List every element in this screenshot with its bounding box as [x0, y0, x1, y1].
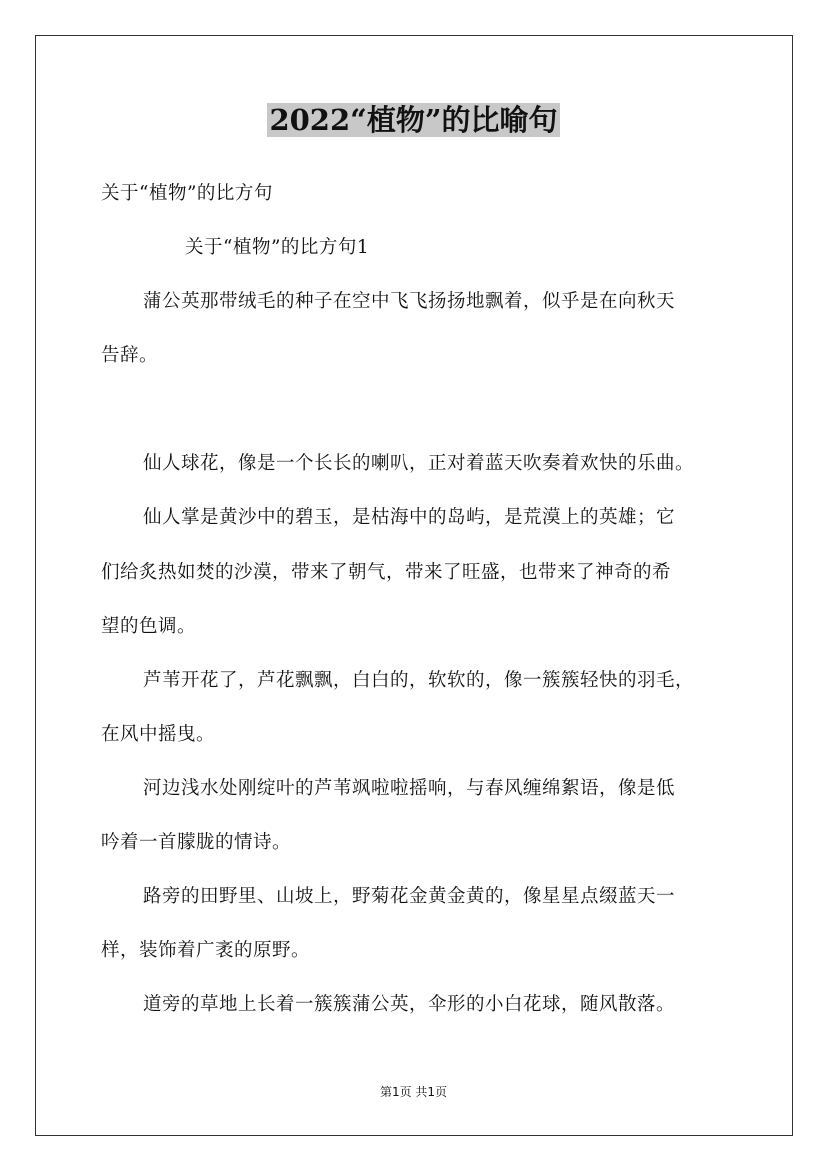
document-title	[0, 98, 827, 142]
paragraph-line: 蒲公英那带绒毛的种子在空中飞飞扬扬地飘着，似乎是在向秋天	[143, 291, 676, 312]
paragraph-line: 河边浅水处刚绽叶的芦苇飒啦啦摇响，与春风缠绵絮语，像是低	[143, 778, 676, 799]
paragraph-line: 仙人球花，像是一个长长的喇叭，正对着蓝天吹奏着欢快的乐曲。	[143, 453, 695, 474]
page-footer: 第1页 共1页	[379, 1085, 448, 1099]
paragraph-line: 告辞。	[101, 345, 159, 366]
paragraph-line: 们给炙热如焚的沙漠，带来了朝气，带来了旺盛，也带来了神奇的希	[101, 562, 672, 583]
paragraph-line: 吟着一首朦胧的情诗。	[101, 832, 292, 853]
document-title-text: 2022“植物”的比喻句	[269, 103, 558, 137]
document-subtitle: 关于“植物”的比方句	[101, 183, 273, 204]
paragraph-line: 样，装饰着广袤的原野。	[101, 940, 311, 961]
section-heading: 关于“植物”的比方句1	[185, 237, 370, 258]
paragraph-line: 仙人掌是黄沙中的碧玉，是枯海中的岛屿，是荒漠上的英雄；它	[143, 507, 676, 528]
paragraph-line: 望的色调。	[101, 616, 197, 637]
paragraph-line: 道旁的草地上长着一簇簇蒲公英，伞形的小白花球，随风散落。	[143, 994, 676, 1015]
paragraph-line: 芦苇开花了，芦花飘飘，白白的，软软的，像一簇簇轻快的羽毛，	[143, 670, 695, 691]
paragraph-line: 在风中摇曳。	[101, 724, 216, 745]
paragraph-line: 路旁的田野里、山坡上，野菊花金黄金黄的，像星星点缀蓝天一	[143, 886, 676, 907]
